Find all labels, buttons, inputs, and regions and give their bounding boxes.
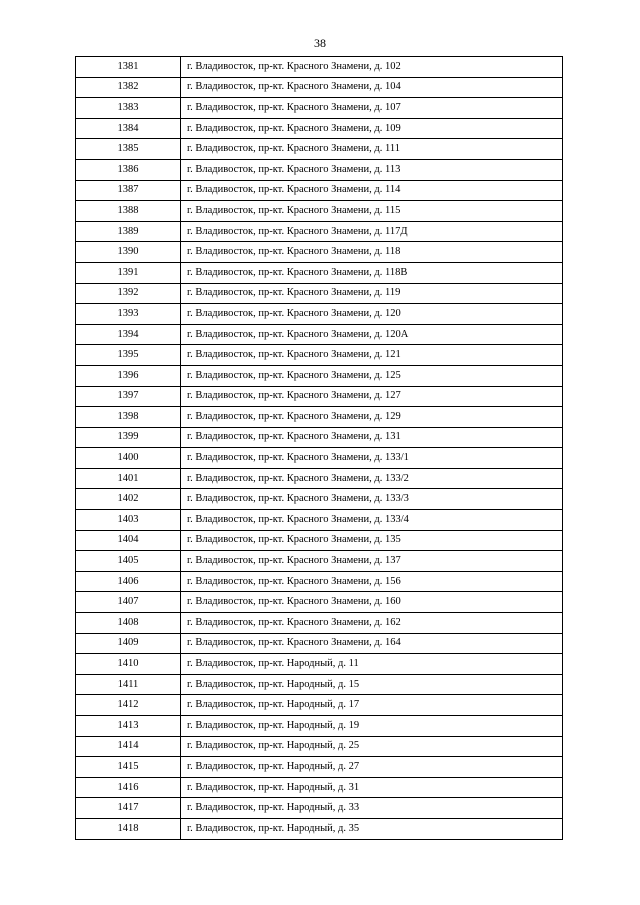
row-number: 1384 [76,118,181,139]
row-address: г. Владивосток, пр-кт. Народный, д. 33 [181,798,563,819]
table-row [76,262,563,283]
row-address: г. Владивосток, пр-кт. Красного Знамени, д. 114 [181,180,563,201]
row-number: 1397 [76,386,181,407]
row-address: г. Владивосток, пр-кт. Красного Знамени, д. 118 [181,242,563,263]
row-address: г. Владивосток, пр-кт. Красного Знамени, д. 102 [181,57,563,78]
address-table-body [76,57,563,840]
row-address: г. Владивосток, пр-кт. Народный, д. 19 [181,716,563,737]
row-address: г. Владивосток, пр-кт. Красного Знамени, д. 109 [181,118,563,139]
row-address: г. Владивосток, пр-кт. Красного Знамени, д. 129 [181,407,563,428]
row-number: 1396 [76,365,181,386]
table-row [76,551,563,572]
row-number: 1413 [76,716,181,737]
table-row [76,592,563,613]
table-row [76,818,563,839]
table-row [76,510,563,531]
table-row [76,448,563,469]
row-address: г. Владивосток, пр-кт. Красного Знамени, д. 127 [181,386,563,407]
row-number: 1389 [76,221,181,242]
row-number: 1407 [76,592,181,613]
row-address: г. Владивосток, пр-кт. Народный, д. 11 [181,654,563,675]
row-number: 1392 [76,283,181,304]
table-row [76,530,563,551]
row-number: 1388 [76,201,181,222]
row-number: 1401 [76,468,181,489]
row-number: 1390 [76,242,181,263]
table-row [76,159,563,180]
address-table [75,56,563,840]
table-row [76,242,563,263]
row-number: 1398 [76,407,181,428]
row-number: 1387 [76,180,181,201]
row-number: 1414 [76,736,181,757]
row-address: г. Владивосток, пр-кт. Красного Знамени, д. 133/2 [181,468,563,489]
table-row [76,365,563,386]
row-address: г. Владивосток, пр-кт. Красного Знамени, д. 125 [181,365,563,386]
row-address: г. Владивосток, пр-кт. Народный, д. 35 [181,818,563,839]
row-address: г. Владивосток, пр-кт. Красного Знамени, д. 156 [181,571,563,592]
row-address: г. Владивосток, пр-кт. Красного Знамени, д. 119 [181,283,563,304]
row-address: г. Владивосток, пр-кт. Красного Знамени, д. 133/3 [181,489,563,510]
row-number: 1408 [76,613,181,634]
table-row [76,716,563,737]
row-address: г. Владивосток, пр-кт. Красного Знамени, д. 133/1 [181,448,563,469]
row-address: г. Владивосток, пр-кт. Красного Знамени, д. 121 [181,345,563,366]
table-row [76,283,563,304]
row-address: г. Владивосток, пр-кт. Красного Знамени, д. 137 [181,551,563,572]
row-address: г. Владивосток, пр-кт. Народный, д. 15 [181,674,563,695]
row-address: г. Владивосток, пр-кт. Красного Знамени, д. 135 [181,530,563,551]
row-address: г. Владивосток, пр-кт. Красного Знамени, д. 107 [181,98,563,119]
table-row [76,324,563,345]
table-row [76,777,563,798]
row-number: 1395 [76,345,181,366]
table-row [76,489,563,510]
row-address: г. Владивосток, пр-кт. Народный, д. 27 [181,757,563,778]
row-address: г. Владивосток, пр-кт. Красного Знамени, д. 133/4 [181,510,563,531]
row-number: 1402 [76,489,181,510]
table-row [76,674,563,695]
row-number: 1383 [76,98,181,119]
table-row [76,304,563,325]
row-number: 1418 [76,818,181,839]
row-address: г. Владивосток, пр-кт. Красного Знамени, д. 104 [181,77,563,98]
row-number: 1399 [76,427,181,448]
row-number: 1404 [76,530,181,551]
table-row [76,654,563,675]
row-number: 1410 [76,654,181,675]
table-row [76,98,563,119]
table-row [76,118,563,139]
table-row [76,386,563,407]
row-number: 1412 [76,695,181,716]
row-number: 1400 [76,448,181,469]
row-address: г. Владивосток, пр-кт. Красного Знамени, д. 162 [181,613,563,634]
row-number: 1381 [76,57,181,78]
table-row [76,757,563,778]
row-address: г. Владивосток, пр-кт. Красного Знамени, д. 117Д [181,221,563,242]
row-number: 1385 [76,139,181,160]
page-number: 38 [314,36,326,50]
row-number: 1394 [76,324,181,345]
row-address: г. Владивосток, пр-кт. Красного Знамени, д. 120А [181,324,563,345]
table-row [76,345,563,366]
row-number: 1403 [76,510,181,531]
table-row [76,633,563,654]
table-row [76,571,563,592]
table-row [76,613,563,634]
row-number: 1416 [76,777,181,798]
row-address: г. Владивосток, пр-кт. Красного Знамени, д. 113 [181,159,563,180]
row-address: г. Владивосток, пр-кт. Красного Знамени, д. 115 [181,201,563,222]
table-row [76,180,563,201]
row-number: 1386 [76,159,181,180]
row-address: г. Владивосток, пр-кт. Народный, д. 17 [181,695,563,716]
table-row [76,201,563,222]
table-row [76,468,563,489]
row-address: г. Владивосток, пр-кт. Народный, д. 31 [181,777,563,798]
row-number: 1411 [76,674,181,695]
row-number: 1405 [76,551,181,572]
row-number: 1409 [76,633,181,654]
table-row [76,798,563,819]
row-address: г. Владивосток, пр-кт. Красного Знамени, д. 111 [181,139,563,160]
table-row [76,77,563,98]
row-number: 1382 [76,77,181,98]
row-number: 1393 [76,304,181,325]
table-row [76,139,563,160]
row-number: 1417 [76,798,181,819]
row-address: г. Владивосток, пр-кт. Красного Знамени, д. 120 [181,304,563,325]
row-address: г. Владивосток, пр-кт. Красного Знамени, д. 131 [181,427,563,448]
table-row [76,736,563,757]
table-row [76,427,563,448]
row-address: г. Владивосток, пр-кт. Красного Знамени, д. 118В [181,262,563,283]
row-address: г. Владивосток, пр-кт. Народный, д. 25 [181,736,563,757]
table-row [76,57,563,78]
row-number: 1391 [76,262,181,283]
table-row [76,221,563,242]
row-number: 1406 [76,571,181,592]
row-number: 1415 [76,757,181,778]
row-address: г. Владивосток, пр-кт. Красного Знамени, д. 164 [181,633,563,654]
table-row [76,695,563,716]
table-row [76,407,563,428]
row-address: г. Владивосток, пр-кт. Красного Знамени, д. 160 [181,592,563,613]
